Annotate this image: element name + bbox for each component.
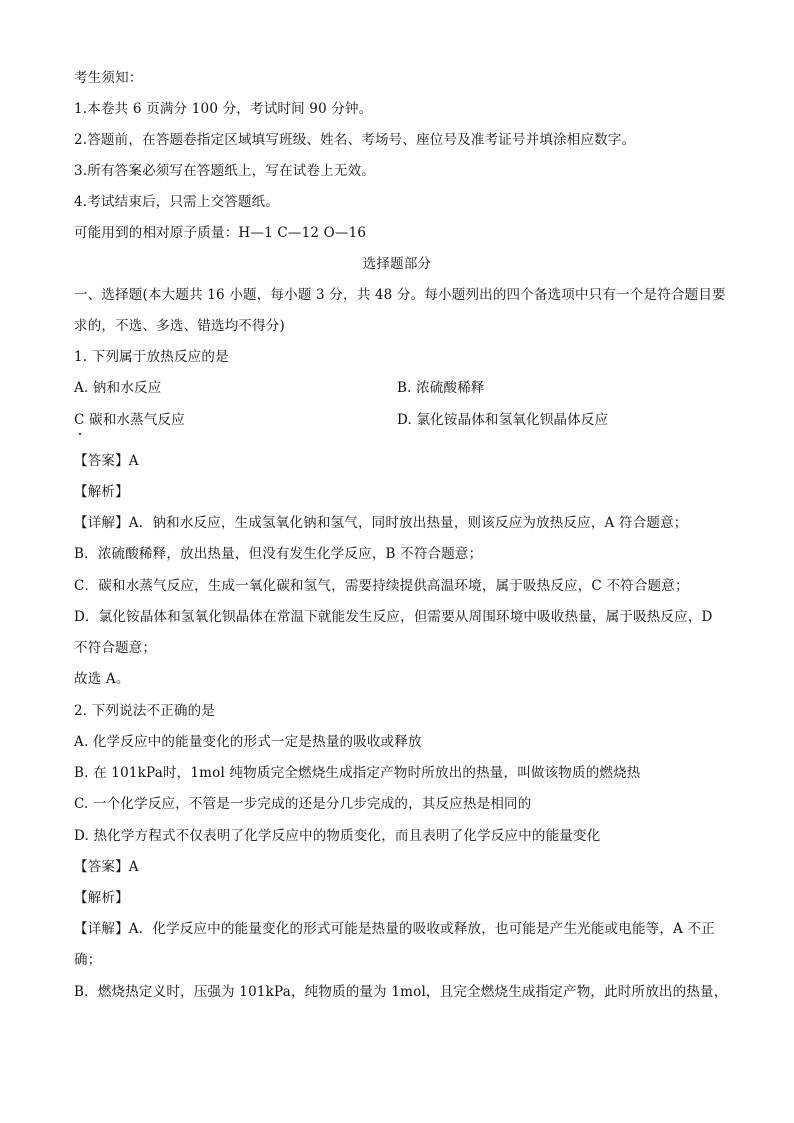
- q1-explanation-line: C．碳和水蒸气反应，生成一氧化碳和氢气，需要持续提供高温环境，属于吸热反应，C 不符合题意；: [74, 578, 689, 594]
- q2-option-a: A. 化学反应中的能量变化的形式一定是热量的吸收或释放: [74, 734, 422, 750]
- q2-explanation-line: 确；: [74, 952, 102, 968]
- q1-explanation-line: 不符合题意；: [74, 640, 157, 656]
- q1-analysis-label: 【解析】: [74, 484, 129, 500]
- q2-option-b: B. 在 101kPa时，1mol 纯物质完全燃烧生成指定产物时所放出的热量，叫做该物质的燃烧热: [74, 765, 641, 781]
- q2-answer: 【答案】A: [74, 859, 139, 875]
- question-1-stem: 1. 下列属于放热反应的是: [74, 349, 229, 365]
- q1-answer: 【答案】A: [74, 453, 139, 469]
- q1-option-c: C 碳和水蒸气反应: [74, 412, 185, 428]
- notice-item: 3.所有答案必须写在答题纸上，写在试卷上无效。: [74, 163, 375, 179]
- stray-mark: [79, 433, 81, 435]
- notice-item: 4.考试结束后，只需上交答题纸。: [74, 194, 280, 210]
- q2-option-c: C. 一个化学反应，不管是一步完成的还是分几步完成的，其反应热是相同的: [74, 796, 532, 812]
- notice-item: 1.本卷共 6 页满分 100 分，考试时间 90 分钟。: [74, 101, 373, 117]
- q2-explanation-line: 【详解】A．化学反应中的能量变化的形式可能是热量的吸收或释放，也可能是产生光能或电能等，A 不正: [74, 921, 715, 937]
- q2-analysis-label: 【解析】: [74, 890, 129, 906]
- section-instructions: 一、选择题(本大题共 16 小题，每小题 3 分，共 48 分。每小题列出的四个备选项中只有一个是符合题目要: [74, 287, 726, 303]
- q1-option-b: B. 浓硫酸稀释: [397, 380, 485, 396]
- section-instructions: 求的，不选、多选、错选均不得分): [74, 318, 285, 334]
- q1-explanation-line: 故选 A。: [74, 671, 130, 687]
- q1-explanation-line: B．浓硫酸稀释，放出热量，但没有发生化学反应，B 不符合题意；: [74, 546, 483, 562]
- q2-explanation-line: B．燃烧热定义时，压强为 101kPa，纯物质的量为 1mol，且完全燃烧生成指定产物，此时所放出的热量，: [74, 984, 728, 1000]
- q1-option-a: A. 钠和水反应: [74, 380, 162, 396]
- q2-option-d: D. 热化学方程式不仅表明了化学反应中的物质变化，而且表明了化学反应中的能量变化: [74, 828, 601, 844]
- notice-item: 2.答题前，在答题卷指定区域填写班级、姓名、考场号、座位号及准考证号并填涂相应数字。: [74, 132, 636, 148]
- q1-option-d: D. 氯化铵晶体和氢氧化钡晶体反应: [397, 412, 609, 428]
- atomic-masses: 可能用到的相对原子质量：H—1 C—12 O—16: [74, 225, 367, 241]
- section-title: 选择题部分: [362, 256, 432, 272]
- question-2-stem: 2. 下列说法不正确的是: [74, 703, 216, 719]
- notice-heading: 考生须知：: [74, 70, 143, 86]
- q1-explanation-line: 【详解】A．钠和水反应，生成氢氧化钠和氢气，同时放出热量，则该反应为放热反应，A 符合题意；: [74, 515, 688, 531]
- q1-explanation-line: D．氯化铵晶体和氢氧化钡晶体在常温下就能发生反应，但需要从周围环境中吸收热量，属于吸热反应，D: [74, 609, 713, 625]
